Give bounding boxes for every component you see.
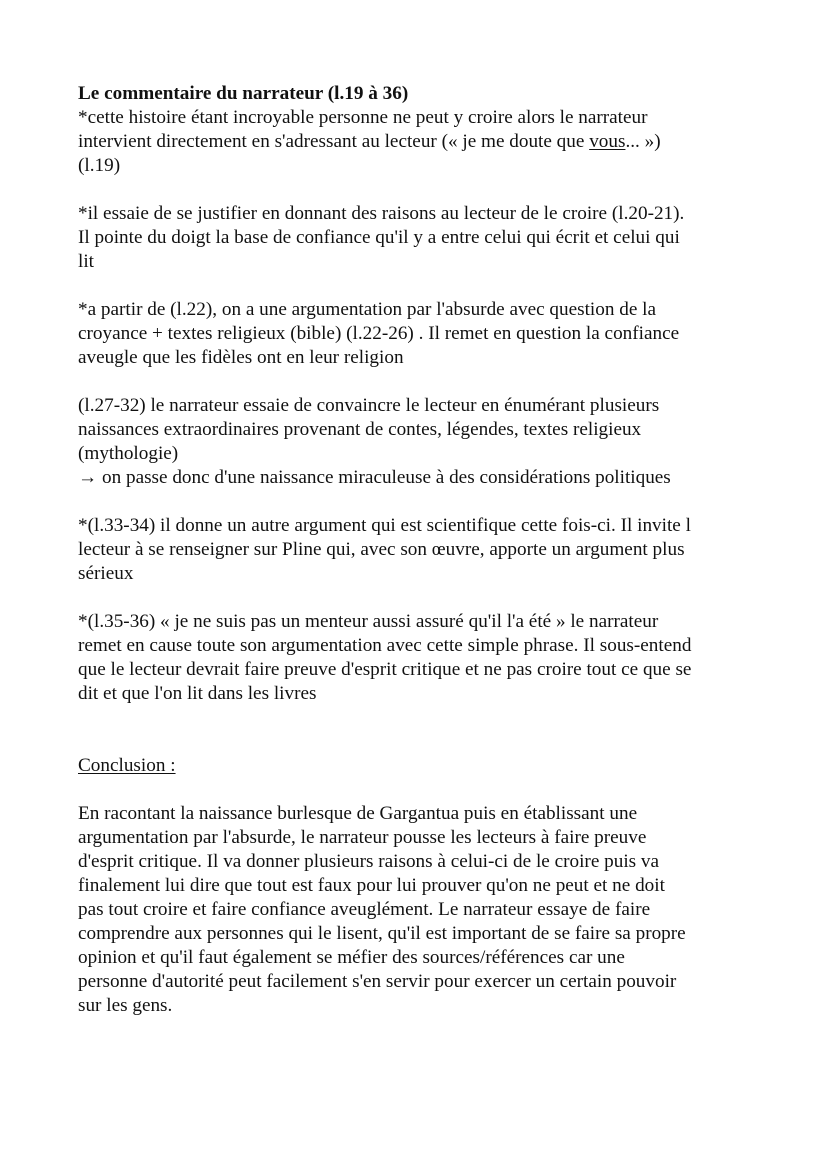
paragraph-line: croyance + textes religieux (bible) (l.22-26) . Il remet en question la confiance <box>78 323 680 344</box>
paragraph-line: personne d'autorité peut facilement s'en servir pour exercer un certain pouvoir <box>78 971 677 992</box>
paragraph-line: sur les gens. <box>78 995 173 1016</box>
paragraph-line: aveugle que les fidèles ont en leur religion <box>78 347 404 368</box>
text-segment: intervient directement en s'adressant au lecteur (« je me doute que <box>78 131 590 152</box>
text-segment: ... ») <box>625 131 661 152</box>
paragraph-3 <box>78 298 758 370</box>
paragraph-line: finalement lui dire que tout est faux pour lui prouver qu'on ne peut et ne doit <box>78 875 665 896</box>
paragraph-line: *(l.35-36) « je ne suis pas un menteur aussi assuré qu'il l'a été » le narrateur <box>78 611 659 632</box>
section-title: Le commentaire du narrateur (l.19 à 36) <box>78 83 409 104</box>
paragraph-line: comprendre aux personnes qui le lisent, qu'il est important de se faire sa propre <box>78 923 686 944</box>
paragraph-line: pas tout croire et faire confiance aveuglément. Le narrateur essaye de faire <box>78 899 651 920</box>
paragraph-line: naissances extraordinaires provenant de contes, légendes, textes religieux <box>78 419 642 440</box>
paragraph-line: En racontant la naissance burlesque de Gargantua puis en établissant une <box>78 803 638 824</box>
paragraph-1 <box>78 106 758 178</box>
document-page <box>78 82 758 1018</box>
paragraph-line: opinion et qu'il faut également se méfier des sources/références car une <box>78 947 625 968</box>
paragraph-line: argumentation par l'absurde, le narrateur pousse les lecteurs à faire preuve <box>78 827 647 848</box>
paragraph-6 <box>78 610 758 706</box>
paragraph-line <box>78 130 758 154</box>
paragraph-line: *il essaie de se justifier en donnant des raisons au lecteur de le croire (l.20-21). <box>78 203 685 224</box>
paragraph-line: lit <box>78 251 94 272</box>
paragraph-line: remet en cause toute son argumentation avec cette simple phrase. Il sous-entend <box>78 635 692 656</box>
paragraph-line: *(l.33-34) il donne un autre argument qui est scientifique cette fois-ci. Il invite l <box>78 515 691 536</box>
paragraph-line: dit et que l'on lit dans les livres <box>78 683 317 704</box>
paragraph-line: Il pointe du doigt la base de confiance qu'il y a entre celui qui écrit et celui qui <box>78 227 680 248</box>
conclusion-title: Conclusion : <box>78 755 176 776</box>
paragraph-line: d'esprit critique. Il va donner plusieurs raisons à celui-ci de le croire puis va <box>78 851 660 872</box>
paragraph-line: → on passe donc d'une naissance miraculeuse à des considérations politiques <box>78 467 671 488</box>
paragraph-4 <box>78 394 758 490</box>
paragraph-line: que le lecteur devrait faire preuve d'esprit critique et ne pas croire tout ce que se <box>78 659 692 680</box>
paragraph-line: (mythologie) <box>78 443 179 464</box>
conclusion-paragraph <box>78 802 758 1018</box>
paragraph-line: lecteur à se renseigner sur Pline qui, avec son œuvre, apporte un argument plus <box>78 539 685 560</box>
paragraph-line: (l.27-32) le narrateur essaie de convaincre le lecteur en énumérant plusieurs <box>78 395 660 416</box>
paragraph-5 <box>78 514 758 586</box>
paragraph-line: sérieux <box>78 563 134 584</box>
paragraph-line: *cette histoire étant incroyable personne ne peut y croire alors le narrateur <box>78 107 648 128</box>
underlined-word: vous <box>589 131 626 152</box>
paragraph-2 <box>78 202 758 274</box>
paragraph-line: *a partir de (l.22), on a une argumentation par l'absurde avec question de la <box>78 299 656 320</box>
paragraph-line: (l.19) <box>78 155 121 176</box>
